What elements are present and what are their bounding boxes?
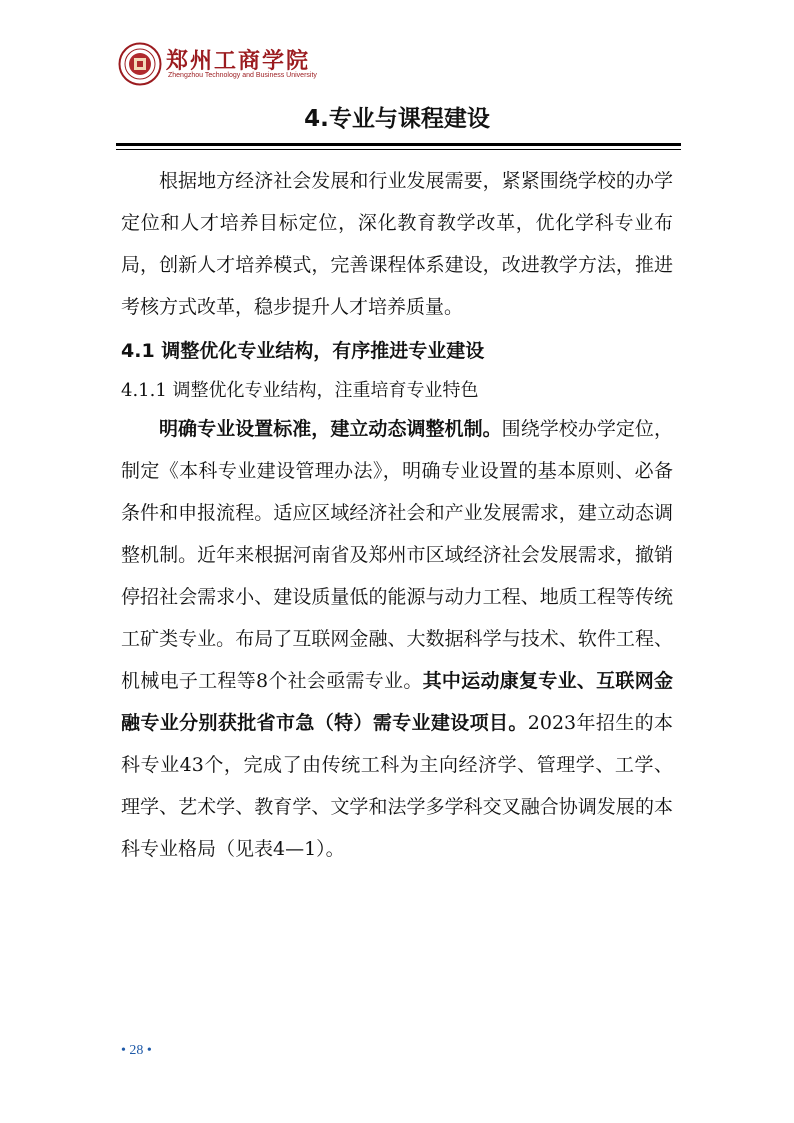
intro-paragraph: 根据地方经济社会发展和行业发展需要，紧紧围绕学校的办学定位和人才培养目标定位，深化教育教学改革，优化学科专业布局，创新人才培养模式，完善课程体系建设，改进教学方法，推进考核方式改革，稳步提升人才培养质量。 xyxy=(121,170,673,318)
chapter-title: 4.专业与课程建设 xyxy=(304,106,490,132)
paragraph-text-b: 2023年招生的本科专业43个，完成了由传统工科为主向经济学、管理学、工学、理学、艺术学、教育学、文学和法学多学科交叉融合协调发展的本科专业格局（见表4—1）。 xyxy=(121,712,673,860)
university-logo-english: Zhengzhou Technology and Business University xyxy=(168,72,317,79)
page-number: • 28 • xyxy=(121,1043,152,1058)
page-header xyxy=(118,40,678,88)
subsection-heading: 4.1.1 调整优化专业结构，注重培育专业特色 xyxy=(121,380,479,401)
bold-lead: 明确专业设置标准，建立动态调整机制。 xyxy=(159,418,502,440)
document-body xyxy=(121,160,673,870)
title-rule-thick xyxy=(116,143,681,146)
body-paragraph xyxy=(121,408,673,870)
university-logo-text: 郑州工商学院 xyxy=(166,48,311,74)
section-heading: 4.1 调整优化专业结构，有序推进专业建设 xyxy=(121,340,485,362)
university-seal-icon xyxy=(118,42,162,86)
title-rule-thin xyxy=(116,149,681,150)
paragraph-text-a: 围绕学校办学定位，制定《本科专业建设管理办法》，明确专业设置的基本原则、必备条件和申报流程。适应区域经济社会和产业发展需求，建立动态调整机制。近年来根据河南省及郑州市区域经济社会发展需求，撤销停招社会需求小、建设质量低的能源与动力工程、地质工程等传统工矿类专业。布局了互联网金融、大数据科学与技术、软件工程、机械电子工程等8个社会亟需专业。 xyxy=(121,418,673,692)
bold-highlight: 其中运动康复专业、互联网金融专业分别获批省市急（特）需专业建设项目。 xyxy=(121,670,673,734)
